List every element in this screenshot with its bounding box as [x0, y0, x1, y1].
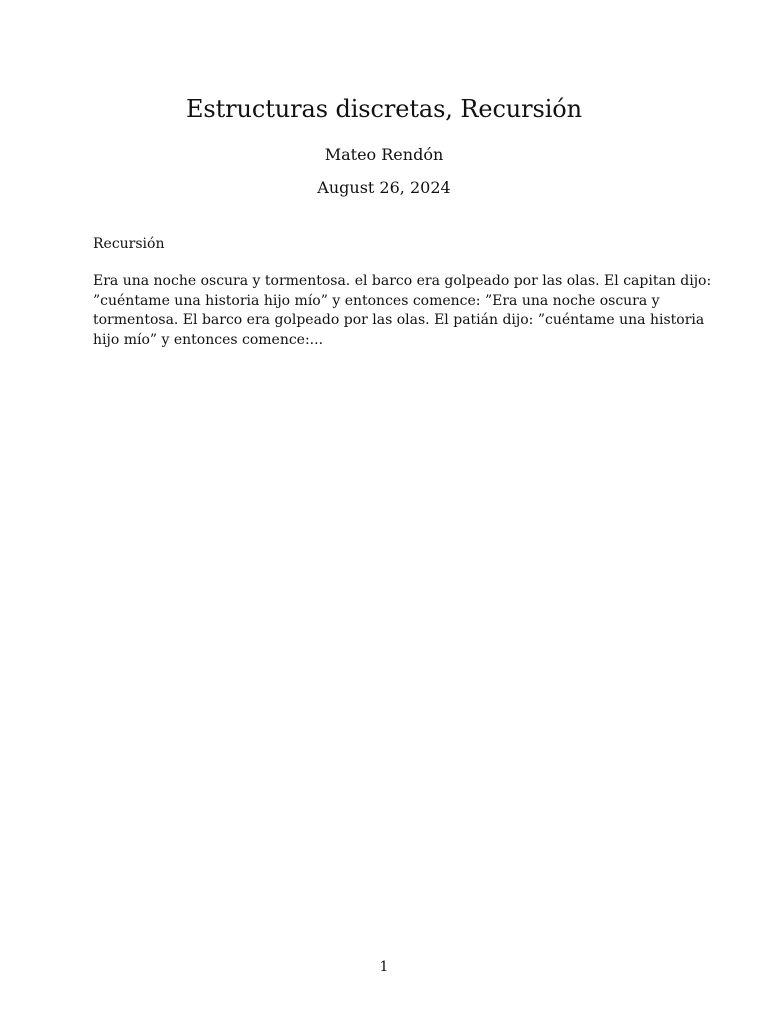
paragraph-line: ”cuéntame una historia hijo mío” y entonces comence: ”Era una noche oscura y	[93, 292, 660, 309]
document-title: Estructuras discretas, Recursión	[185, 95, 583, 123]
paragraph-line: tormentosa. El barco era golpeado por las olas. El patián dijo: ”cuéntame una historia	[93, 312, 705, 328]
section-label: Recursión	[93, 236, 165, 252]
page-number: 1	[379, 959, 389, 975]
paragraph-line: Era una noche oscura y tormentosa. el barco era golpeado por las olas. El capitan dijo:	[93, 273, 712, 289]
body-paragraph	[93, 272, 712, 350]
paragraph-line: hijo mío” y entonces comence:...	[93, 331, 324, 348]
document-author: Mateo Rendón	[324, 145, 444, 164]
document-date: August 26, 2024	[317, 178, 451, 197]
